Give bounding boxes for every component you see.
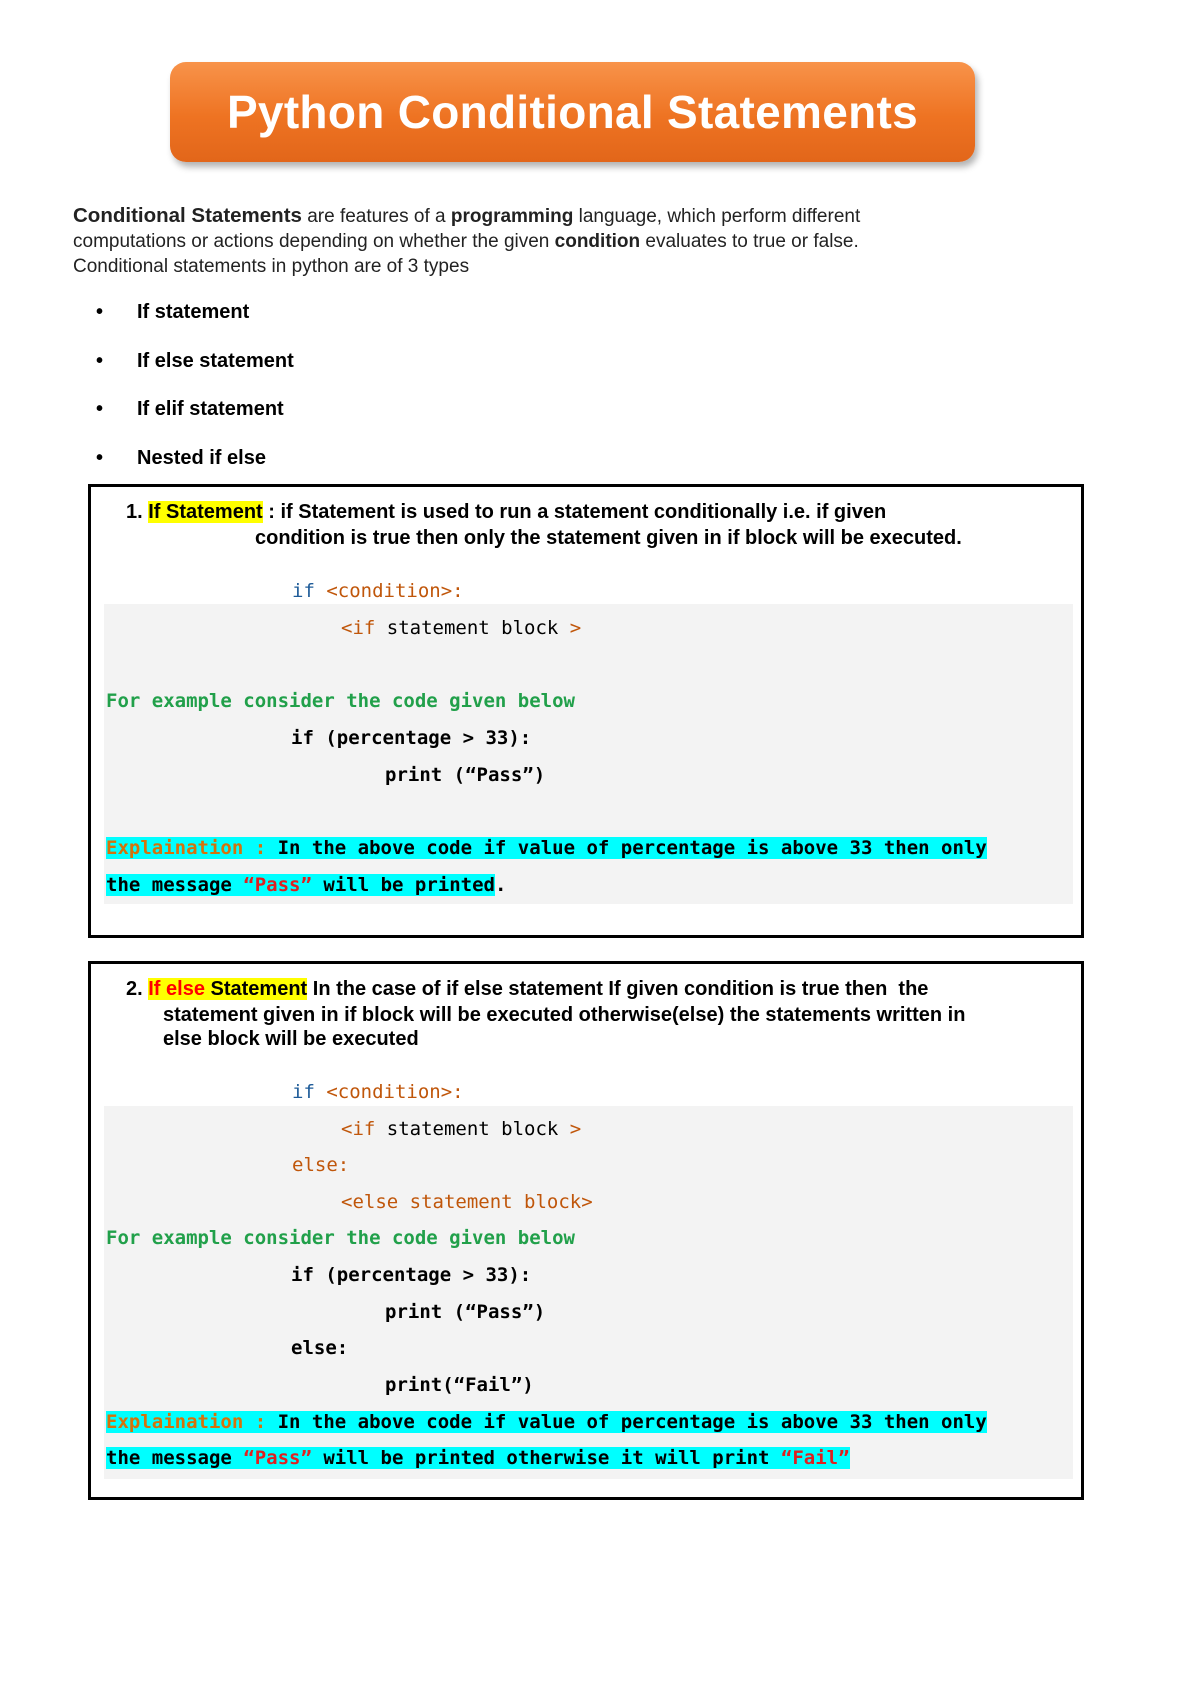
explanation-text: In the above code if value of percentage is above 33 then only [277, 1411, 987, 1433]
section-description-line-3: else block will be executed [163, 1028, 419, 1050]
explanation-pass: “Pass” [243, 1447, 312, 1469]
code-block [104, 574, 1073, 904]
code-keyword: if [292, 580, 327, 602]
intro-line-2 [73, 229, 1083, 254]
explanation-text: will be printed otherwise it will print [311, 1447, 781, 1469]
explanation-text: will be printed [311, 874, 495, 896]
code-line: print (“Pass”) [385, 1301, 546, 1323]
explanation-line-2 [106, 870, 506, 900]
code-line [341, 613, 581, 643]
section-description-line-2: condition is true then only the statement given in if block will be executed. [255, 527, 962, 549]
types-list [96, 300, 294, 494]
section-number: 2. [126, 978, 143, 1000]
section-description: if Statement is used to run a statement conditionally i.e. if given [280, 501, 887, 523]
section-name-highlight [148, 501, 262, 523]
code-keyword: if [292, 1081, 327, 1103]
code-token: statement block [375, 617, 570, 639]
code-token: <if [341, 617, 376, 639]
explanation-line-1 [106, 1407, 987, 1437]
section-name-red: If else [148, 978, 205, 1000]
code-block [104, 1076, 1073, 1479]
explanation-label: Explaination : [106, 1411, 278, 1433]
if-else-statement-section [88, 961, 1084, 1500]
list-item: • Nested if else [96, 446, 294, 495]
code-comment: For example consider the code given below [106, 1227, 575, 1249]
explanation-text: the message [106, 874, 244, 896]
explanation-fail: “Fail” [780, 1447, 850, 1469]
intro-term-conditional-statements: Conditional Statements [73, 204, 302, 227]
quote-mark: ” [300, 874, 312, 896]
section-separator: : [262, 501, 281, 523]
code-token: > [569, 617, 582, 639]
code-line [292, 1077, 464, 1107]
section-name: Statement [204, 978, 308, 1000]
if-statement-section [88, 484, 1084, 938]
list-item: • If elif statement [96, 397, 294, 446]
code-token: <if [341, 1118, 376, 1140]
code-line: else: [292, 1154, 350, 1176]
section-description-line-2: statement given in if block will be executed otherwise(else) the statements written in [163, 1004, 966, 1026]
intro-text: are features of a [301, 206, 451, 227]
list-item: • If statement [96, 300, 294, 349]
section-name: If Statement [148, 501, 263, 523]
code-token: > [569, 1118, 582, 1140]
code-line-band [104, 574, 1073, 604]
explanation-text: the message [106, 1447, 244, 1469]
section-heading [126, 976, 928, 1002]
code-line-band [104, 1076, 1073, 1106]
section-number: 1. [126, 501, 143, 523]
code-line [292, 576, 464, 606]
intro-text: evaluates to true or false. [640, 231, 859, 252]
intro-line-1 [73, 203, 1083, 229]
code-line: print (“Pass”) [385, 764, 546, 786]
explanation-period: . [494, 874, 507, 896]
page-title: Python Conditional Statements [226, 86, 919, 138]
intro-term-programming: programming [450, 206, 574, 227]
code-token: <condition>: [326, 1081, 464, 1103]
code-line: if (percentage > 33): [291, 1264, 532, 1286]
code-line: print(“Fail”) [385, 1374, 534, 1396]
explanation-line-2 [106, 1443, 850, 1473]
title-banner [170, 62, 975, 162]
code-token: statement block [375, 1118, 570, 1140]
explanation-label: Explaination : [106, 837, 278, 859]
code-line: <else statement block> [341, 1191, 593, 1213]
explanation-line-1 [106, 833, 987, 863]
section-name-highlight [148, 978, 307, 1000]
intro-paragraph [73, 203, 1083, 279]
code-comment: For example consider the code given below [106, 690, 575, 712]
code-token: <condition>: [326, 580, 464, 602]
explanation-pass: Pass [254, 874, 301, 896]
intro-term-condition: condition [554, 231, 641, 252]
code-line [341, 1114, 581, 1144]
list-item: • If else statement [96, 349, 294, 398]
intro-text: language, which perform different [573, 206, 861, 227]
code-line: if (percentage > 33): [291, 727, 532, 749]
code-line: else: [291, 1337, 349, 1359]
section-description: In the case of if else statement If given condition is true then the [307, 978, 929, 1000]
section-heading [126, 499, 886, 525]
explanation-text: In the above code if value of percentage is above 33 then only [277, 837, 987, 859]
intro-line-3: Conditional statements in python are of 3 types [73, 256, 470, 277]
intro-text: computations or actions depending on whether the given [73, 231, 555, 252]
quote-mark: “ [243, 874, 255, 896]
